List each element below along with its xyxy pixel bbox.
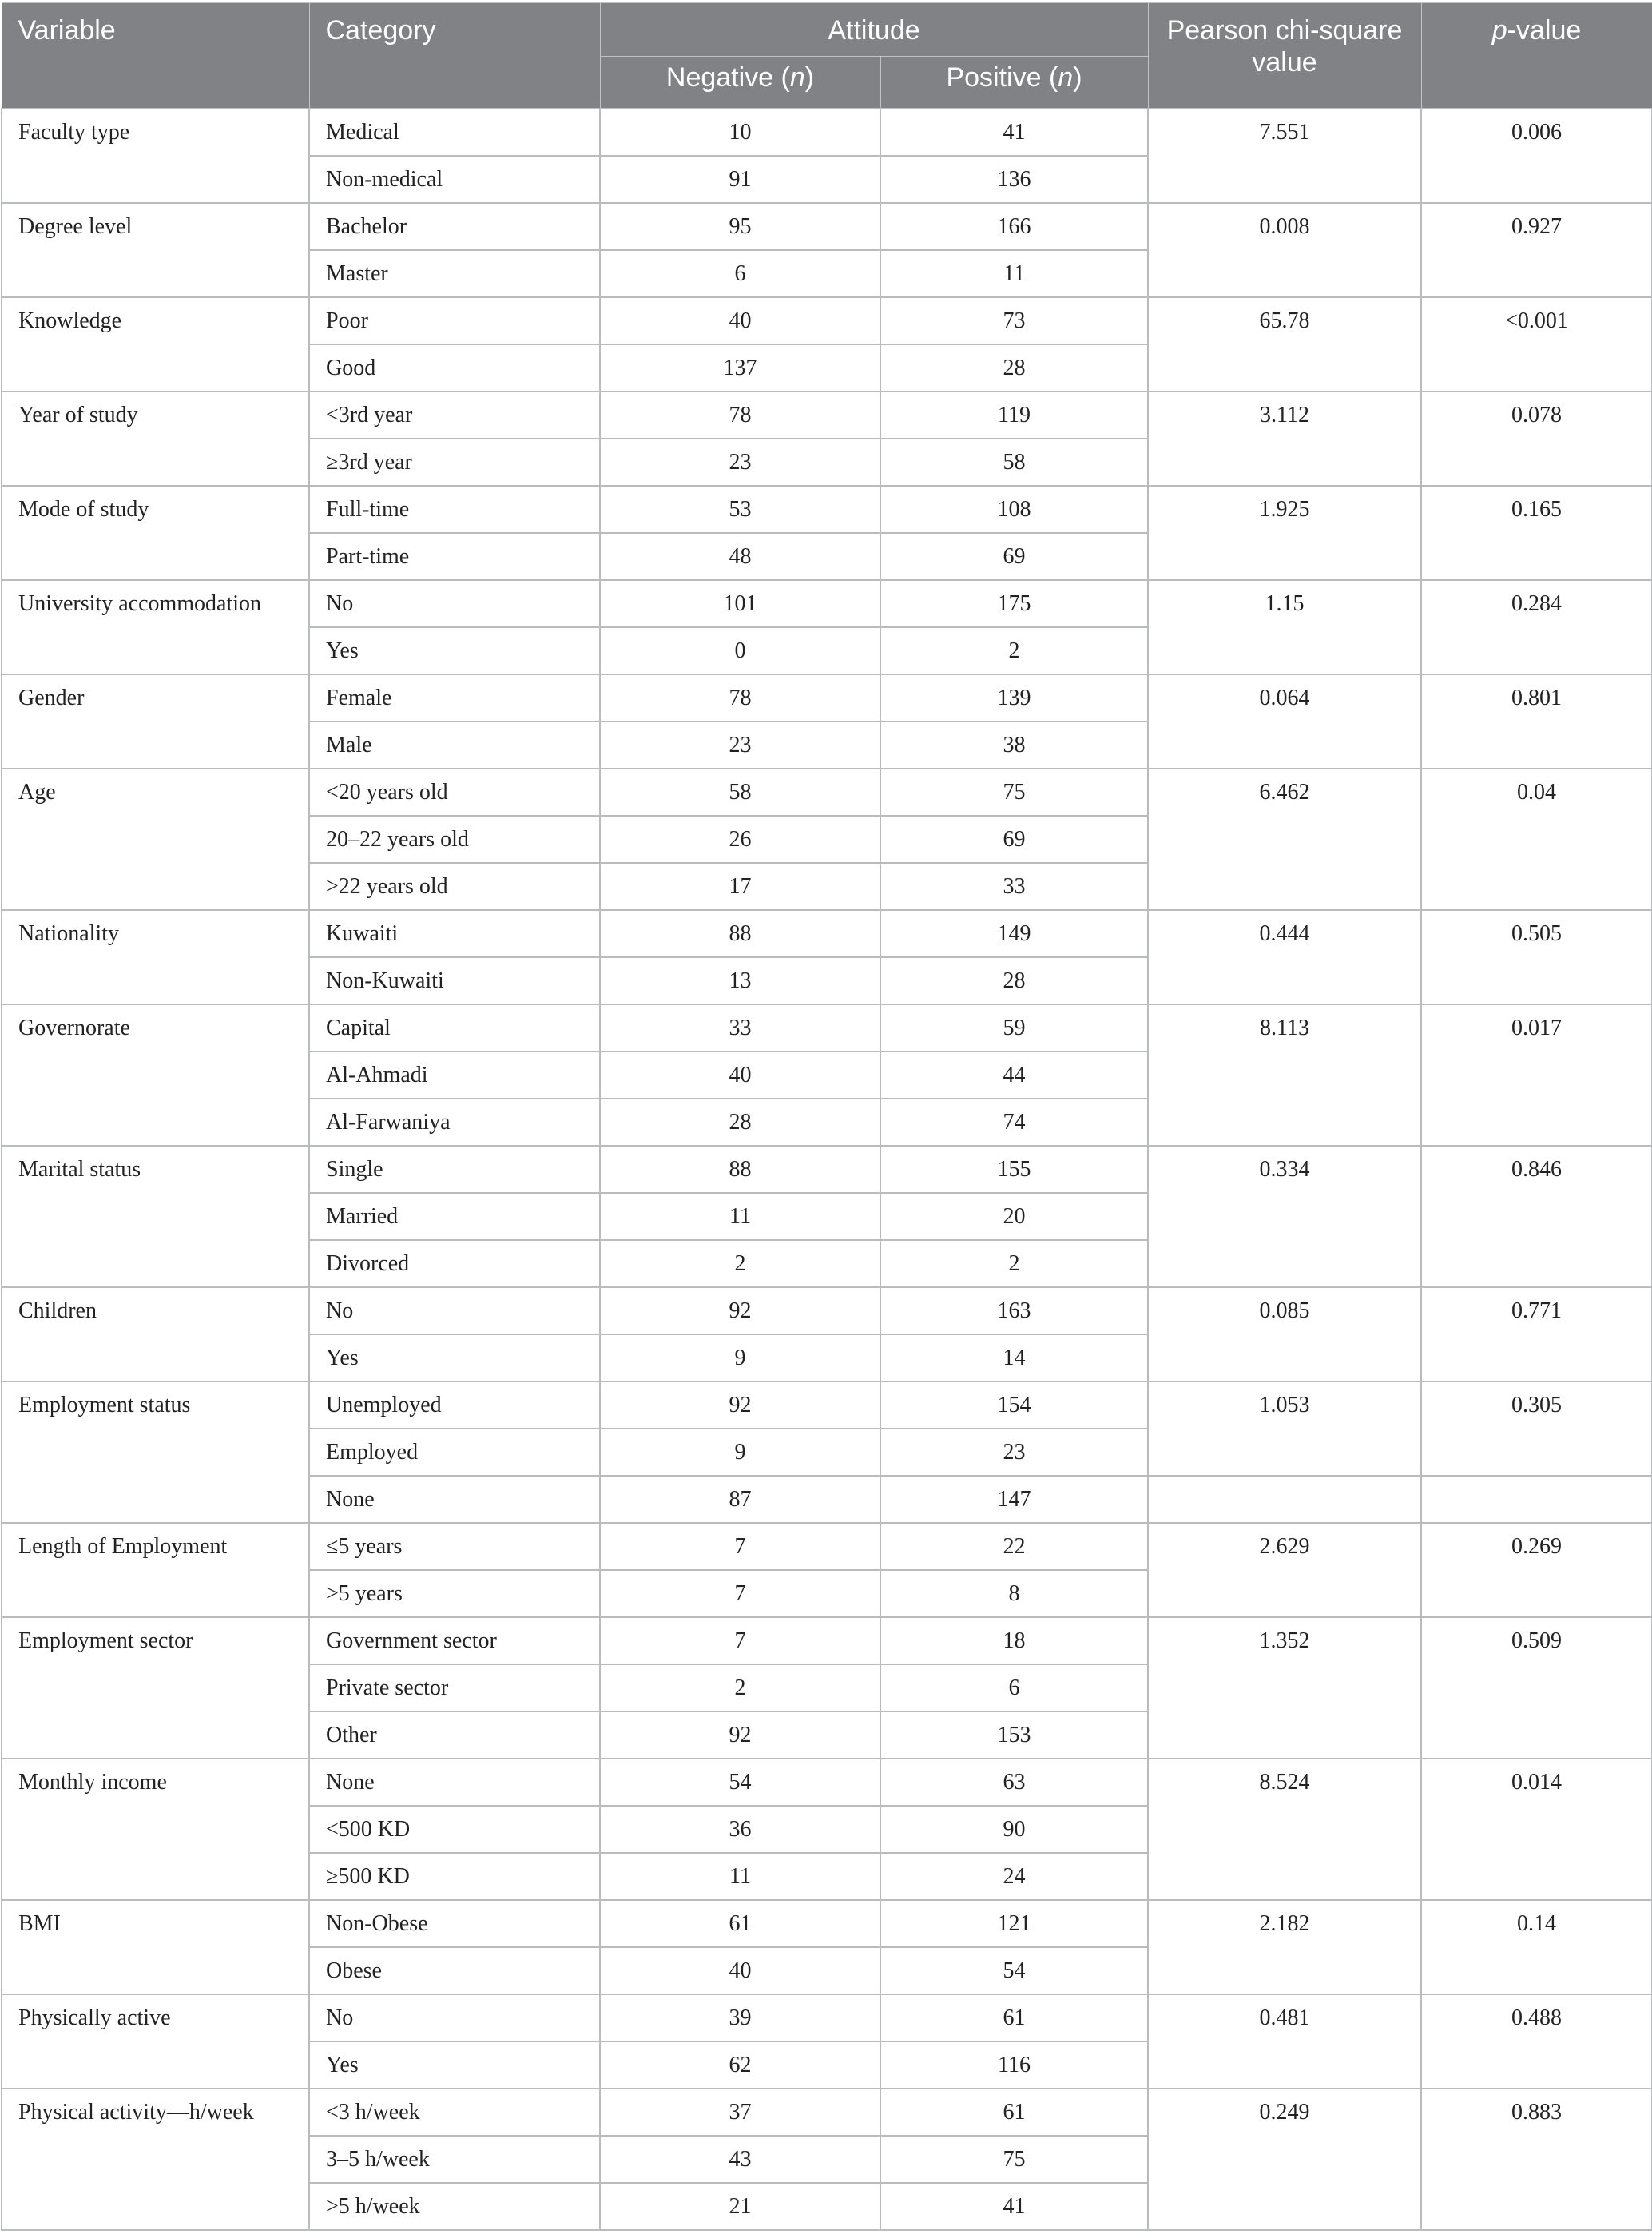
variable-cell: Degree level xyxy=(2,203,309,297)
header-category: Category xyxy=(309,3,600,109)
category-cell: Non-Kuwaiti xyxy=(309,957,600,1004)
negative-count-cell: 88 xyxy=(600,1146,880,1193)
positive-count-cell: 14 xyxy=(880,1334,1148,1381)
chi-square-cell: 0.249 xyxy=(1148,2089,1421,2230)
table-row xyxy=(2,769,1652,816)
p-value-cell: 0.284 xyxy=(1421,580,1652,674)
variable-cell: Monthly income xyxy=(2,1759,309,1900)
category-cell: Yes xyxy=(309,627,600,674)
positive-count-cell: 63 xyxy=(880,1759,1148,1806)
positive-count-cell: 154 xyxy=(880,1381,1148,1429)
chi-square-cell: 8.524 xyxy=(1148,1759,1421,1900)
category-cell: <20 years old xyxy=(309,769,600,816)
category-cell: No xyxy=(309,1287,600,1334)
p-value-cell: 0.927 xyxy=(1421,203,1652,297)
negative-count-cell: 23 xyxy=(600,439,880,486)
p-value-cell: 0.305 xyxy=(1421,1381,1652,1476)
header-chi-square: Pearson chi-square value xyxy=(1148,3,1421,109)
category-cell: Other xyxy=(309,1711,600,1759)
negative-count-cell: 78 xyxy=(600,674,880,721)
header-attitude: Attitude xyxy=(600,3,1148,57)
table-row xyxy=(2,1381,1652,1429)
positive-count-cell: 121 xyxy=(880,1900,1148,1947)
category-cell: Male xyxy=(309,721,600,769)
category-cell: 20–22 years old xyxy=(309,816,600,863)
chi-square-cell: 0.064 xyxy=(1148,674,1421,769)
category-cell: Married xyxy=(309,1193,600,1240)
category-cell: Good xyxy=(309,344,600,392)
negative-count-cell: 87 xyxy=(600,1476,880,1523)
category-cell: None xyxy=(309,1476,600,1523)
positive-count-cell: 18 xyxy=(880,1617,1148,1664)
table-row xyxy=(2,1287,1652,1334)
variable-cell: Employment status xyxy=(2,1381,309,1523)
negative-count-cell: 33 xyxy=(600,1004,880,1051)
positive-count-cell: 139 xyxy=(880,674,1148,721)
negative-count-cell: 95 xyxy=(600,203,880,250)
chi-square-cell: 1.053 xyxy=(1148,1381,1421,1476)
negative-count-cell: 0 xyxy=(600,627,880,674)
negative-count-cell: 54 xyxy=(600,1759,880,1806)
category-cell: <3rd year xyxy=(309,392,600,439)
table-row xyxy=(2,109,1652,156)
positive-count-cell: 41 xyxy=(880,2183,1148,2230)
category-cell: Private sector xyxy=(309,1664,600,1711)
positive-count-cell: 147 xyxy=(880,1476,1148,1523)
p-value-cell: 0.771 xyxy=(1421,1287,1652,1381)
category-cell: >5 h/week xyxy=(309,2183,600,2230)
positive-count-cell: 61 xyxy=(880,1994,1148,2041)
table-row xyxy=(2,297,1652,344)
p-value-cell: 0.509 xyxy=(1421,1617,1652,1759)
variable-cell: University accommodation xyxy=(2,580,309,674)
p-value-cell: 0.883 xyxy=(1421,2089,1652,2230)
category-cell: 3–5 h/week xyxy=(309,2136,600,2183)
positive-count-cell: 75 xyxy=(880,769,1148,816)
positive-count-cell: 8 xyxy=(880,1570,1148,1617)
negative-count-cell: 137 xyxy=(600,344,880,392)
table-row xyxy=(2,392,1652,439)
chi-square-cell: 65.78 xyxy=(1148,297,1421,392)
category-cell: ≤5 years xyxy=(309,1523,600,1570)
chi-square-cell: 0.334 xyxy=(1148,1146,1421,1287)
positive-count-cell: 24 xyxy=(880,1853,1148,1900)
category-cell: Non-medical xyxy=(309,156,600,203)
variable-cell: Year of study xyxy=(2,392,309,486)
p-value-cell: 0.801 xyxy=(1421,674,1652,769)
p-value-cell xyxy=(1421,1476,1652,1523)
negative-count-cell: 92 xyxy=(600,1381,880,1429)
p-value-cell: 0.078 xyxy=(1421,392,1652,486)
variable-cell: BMI xyxy=(2,1900,309,1994)
category-cell: Poor xyxy=(309,297,600,344)
p-value-cell: 0.269 xyxy=(1421,1523,1652,1617)
table-row xyxy=(2,1900,1652,1947)
positive-count-cell: 153 xyxy=(880,1711,1148,1759)
negative-count-cell: 7 xyxy=(600,1523,880,1570)
positive-count-cell: 75 xyxy=(880,2136,1148,2183)
positive-count-cell: 28 xyxy=(880,957,1148,1004)
variable-cell: Nationality xyxy=(2,910,309,1004)
category-cell: <3 h/week xyxy=(309,2089,600,2136)
negative-count-cell: 6 xyxy=(600,250,880,297)
table-row xyxy=(2,1004,1652,1051)
negative-count-cell: 92 xyxy=(600,1287,880,1334)
chi-square-cell: 0.444 xyxy=(1148,910,1421,1004)
positive-count-cell: 22 xyxy=(880,1523,1148,1570)
chi-square-cell: 6.462 xyxy=(1148,769,1421,910)
positive-count-cell: 155 xyxy=(880,1146,1148,1193)
negative-count-cell: 40 xyxy=(600,297,880,344)
variable-cell: Gender xyxy=(2,674,309,769)
positive-count-cell: 11 xyxy=(880,250,1148,297)
category-cell: No xyxy=(309,580,600,627)
variable-cell: Physical activity—h/week xyxy=(2,2089,309,2230)
category-cell: Divorced xyxy=(309,1240,600,1287)
negative-count-cell: 48 xyxy=(600,533,880,580)
positive-count-cell: 163 xyxy=(880,1287,1148,1334)
p-value-cell: 0.846 xyxy=(1421,1146,1652,1287)
negative-count-cell: 39 xyxy=(600,1994,880,2041)
positive-count-cell: 116 xyxy=(880,2041,1148,2089)
negative-count-cell: 10 xyxy=(600,109,880,156)
negative-count-cell: 11 xyxy=(600,1853,880,1900)
chi-square-cell: 3.112 xyxy=(1148,392,1421,486)
positive-count-cell: 69 xyxy=(880,816,1148,863)
negative-count-cell: 92 xyxy=(600,1711,880,1759)
variable-cell: Children xyxy=(2,1287,309,1381)
positive-count-cell: 2 xyxy=(880,1240,1148,1287)
positive-count-cell: 58 xyxy=(880,439,1148,486)
chi-square-cell: 1.352 xyxy=(1148,1617,1421,1759)
positive-count-cell: 175 xyxy=(880,580,1148,627)
category-cell: No xyxy=(309,1994,600,2041)
p-value-cell: 0.04 xyxy=(1421,769,1652,910)
negative-count-cell: 7 xyxy=(600,1617,880,1664)
p-value-cell: 0.505 xyxy=(1421,910,1652,1004)
variable-cell: Faculty type xyxy=(2,109,309,203)
negative-count-cell: 23 xyxy=(600,721,880,769)
chi-square-cell: 0.481 xyxy=(1148,1994,1421,2089)
variable-cell: Knowledge xyxy=(2,297,309,392)
category-cell: <500 KD xyxy=(309,1806,600,1853)
category-cell: >5 years xyxy=(309,1570,600,1617)
negative-count-cell: 26 xyxy=(600,816,880,863)
table-row xyxy=(2,1146,1652,1193)
chi-square-cell: 8.113 xyxy=(1148,1004,1421,1146)
category-cell: Master xyxy=(309,250,600,297)
table-row xyxy=(2,674,1652,721)
negative-count-cell: 43 xyxy=(600,2136,880,2183)
negative-count-cell: 37 xyxy=(600,2089,880,2136)
negative-count-cell: 9 xyxy=(600,1429,880,1476)
table-header xyxy=(2,3,1652,109)
positive-count-cell: 119 xyxy=(880,392,1148,439)
p-value-cell: 0.488 xyxy=(1421,1994,1652,2089)
positive-count-cell: 166 xyxy=(880,203,1148,250)
chi-square-cell xyxy=(1148,1476,1421,1523)
negative-count-cell: 40 xyxy=(600,1051,880,1099)
negative-count-cell: 11 xyxy=(600,1193,880,1240)
negative-count-cell: 53 xyxy=(600,486,880,533)
positive-count-cell: 23 xyxy=(880,1429,1148,1476)
category-cell: Single xyxy=(309,1146,600,1193)
category-cell: Obese xyxy=(309,1947,600,1994)
negative-count-cell: 58 xyxy=(600,769,880,816)
category-cell: None xyxy=(309,1759,600,1806)
positive-count-cell: 74 xyxy=(880,1099,1148,1146)
category-cell: Part-time xyxy=(309,533,600,580)
negative-count-cell: 7 xyxy=(600,1570,880,1617)
category-cell: Medical xyxy=(309,109,600,156)
negative-count-cell: 21 xyxy=(600,2183,880,2230)
category-cell: Employed xyxy=(309,1429,600,1476)
p-value-cell: 0.014 xyxy=(1421,1759,1652,1900)
positive-count-cell: 69 xyxy=(880,533,1148,580)
category-cell: Unemployed xyxy=(309,1381,600,1429)
header-variable: Variable xyxy=(2,3,309,109)
positive-count-cell: 41 xyxy=(880,109,1148,156)
positive-count-cell: 28 xyxy=(880,344,1148,392)
chi-square-cell: 2.629 xyxy=(1148,1523,1421,1617)
variable-cell: Age xyxy=(2,769,309,910)
table-row xyxy=(2,1759,1652,1806)
table-row xyxy=(2,580,1652,627)
positive-count-cell: 33 xyxy=(880,863,1148,910)
positive-count-cell: 136 xyxy=(880,156,1148,203)
table-row xyxy=(2,1994,1652,2041)
category-cell: Yes xyxy=(309,2041,600,2089)
negative-count-cell: 2 xyxy=(600,1664,880,1711)
table-row xyxy=(2,203,1652,250)
category-cell: Bachelor xyxy=(309,203,600,250)
negative-count-cell: 78 xyxy=(600,392,880,439)
variable-cell: Physically active xyxy=(2,1994,309,2089)
variable-cell: Marital status xyxy=(2,1146,309,1287)
chi-square-cell: 0.008 xyxy=(1148,203,1421,297)
category-cell: Al-Farwaniya xyxy=(309,1099,600,1146)
category-cell: ≥500 KD xyxy=(309,1853,600,1900)
table-row xyxy=(2,910,1652,957)
attitude-association-table xyxy=(1,2,1652,2231)
negative-count-cell: 40 xyxy=(600,1947,880,1994)
header-negative: Negative (n) xyxy=(600,57,880,109)
p-value-cell: 0.017 xyxy=(1421,1004,1652,1146)
category-cell: ≥3rd year xyxy=(309,439,600,486)
variable-cell: Governorate xyxy=(2,1004,309,1146)
positive-count-cell: 73 xyxy=(880,297,1148,344)
positive-count-cell: 6 xyxy=(880,1664,1148,1711)
table-row xyxy=(2,486,1652,533)
positive-count-cell: 20 xyxy=(880,1193,1148,1240)
category-cell: Capital xyxy=(309,1004,600,1051)
table-row xyxy=(2,2089,1652,2136)
p-value-cell: 0.14 xyxy=(1421,1900,1652,1994)
category-cell: Kuwaiti xyxy=(309,910,600,957)
p-value-cell: 0.006 xyxy=(1421,109,1652,203)
positive-count-cell: 61 xyxy=(880,2089,1148,2136)
table-row xyxy=(2,1523,1652,1570)
chi-square-cell: 0.085 xyxy=(1148,1287,1421,1381)
category-cell: Full-time xyxy=(309,486,600,533)
positive-count-cell: 90 xyxy=(880,1806,1148,1853)
chi-square-cell: 7.551 xyxy=(1148,109,1421,203)
positive-count-cell: 38 xyxy=(880,721,1148,769)
category-cell: Female xyxy=(309,674,600,721)
category-cell: Yes xyxy=(309,1334,600,1381)
positive-count-cell: 59 xyxy=(880,1004,1148,1051)
negative-count-cell: 91 xyxy=(600,156,880,203)
negative-count-cell: 2 xyxy=(600,1240,880,1287)
negative-count-cell: 62 xyxy=(600,2041,880,2089)
category-cell: Government sector xyxy=(309,1617,600,1664)
category-cell: Al-Ahmadi xyxy=(309,1051,600,1099)
chi-square-cell: 2.182 xyxy=(1148,1900,1421,1994)
negative-count-cell: 88 xyxy=(600,910,880,957)
category-cell: Non-Obese xyxy=(309,1900,600,1947)
negative-count-cell: 28 xyxy=(600,1099,880,1146)
header-p-value: p-value xyxy=(1421,3,1652,109)
variable-cell: Employment sector xyxy=(2,1617,309,1759)
positive-count-cell: 2 xyxy=(880,627,1148,674)
category-cell: >22 years old xyxy=(309,863,600,910)
header-positive: Positive (n) xyxy=(880,57,1148,109)
table-body xyxy=(2,109,1652,2230)
positive-count-cell: 149 xyxy=(880,910,1148,957)
negative-count-cell: 36 xyxy=(600,1806,880,1853)
chi-square-cell: 1.925 xyxy=(1148,486,1421,580)
p-value-cell: <0.001 xyxy=(1421,297,1652,392)
positive-count-cell: 54 xyxy=(880,1947,1148,1994)
table-row xyxy=(2,1617,1652,1664)
variable-cell: Mode of study xyxy=(2,486,309,580)
chi-square-cell: 1.15 xyxy=(1148,580,1421,674)
positive-count-cell: 44 xyxy=(880,1051,1148,1099)
variable-cell: Length of Employment xyxy=(2,1523,309,1617)
negative-count-cell: 101 xyxy=(600,580,880,627)
positive-count-cell: 108 xyxy=(880,486,1148,533)
negative-count-cell: 9 xyxy=(600,1334,880,1381)
negative-count-cell: 17 xyxy=(600,863,880,910)
negative-count-cell: 61 xyxy=(600,1900,880,1947)
p-value-cell: 0.165 xyxy=(1421,486,1652,580)
negative-count-cell: 13 xyxy=(600,957,880,1004)
